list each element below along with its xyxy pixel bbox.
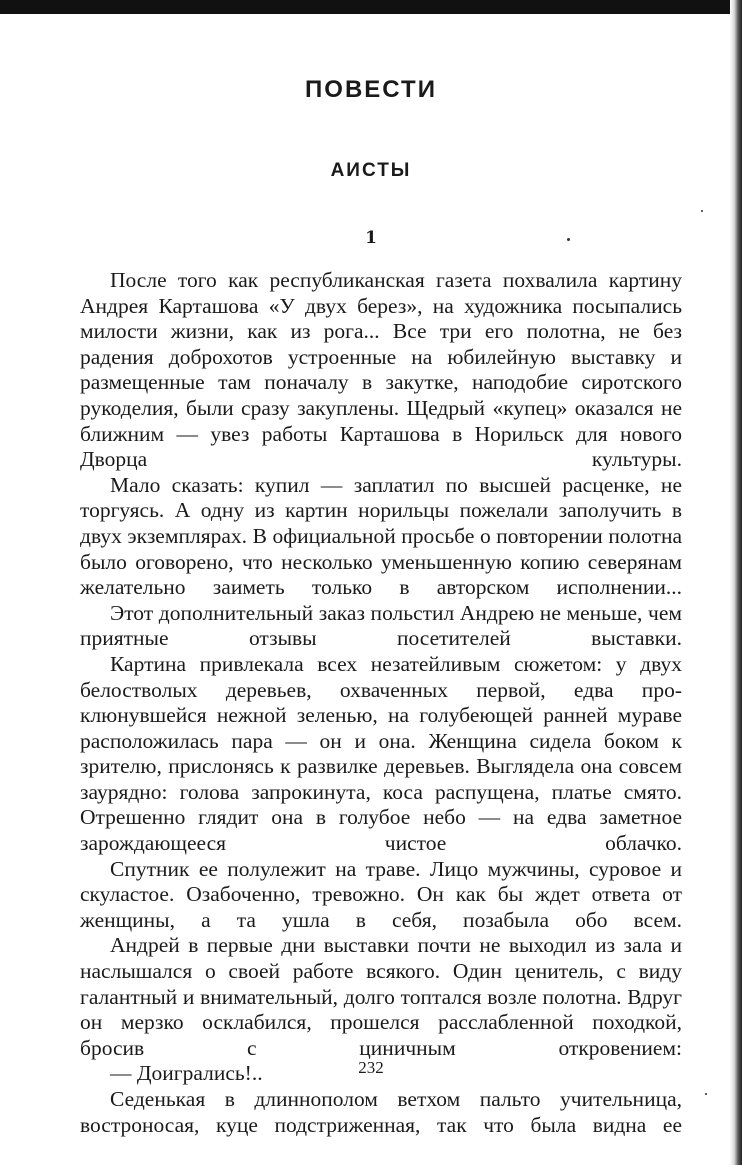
body-text — [80, 268, 682, 1138]
paragraph: Спутник ее полулежит на траве. Лицо мужчины, суровое и скуластое. Озабоченно, тревожно. Он как бы ждет ответа от женщины, а та ушла в себя, позабыла обо всем. — [80, 856, 682, 932]
scan-speck — [701, 210, 703, 212]
paragraph: Картина привлекала всех незатейливым сюжетом: у двух белостволых деревьев, охваченных первой, едва проклюнувшейся нежной зеленью, на голубеющей ранней мураве расположилась пара — он и она. Женщина сидела боком к зрителю, прислонясь к развилке деревьев. Выглядела она совсем заурядно: голова запрокинута, коса распущена, платье смято. Отрешенно глядит она в голубое небо — на едва заметное зарождающееся чистое облачко. — [80, 651, 682, 856]
paragraph: Седенькая в длиннополом ветхом пальто учительница, востроносая, куце подстриженная, так что была видна ее — [80, 1087, 682, 1137]
chapter-number: 1 — [365, 228, 377, 248]
scan-speck — [705, 1093, 707, 1095]
scan-speck — [567, 238, 570, 241]
page-number: 232 — [358, 1058, 384, 1077]
paragraph: Мало сказать: купил — заплатил по высшей расценке, не торгуясь. А одну из картин норильцы пожелали заполучить в двух экземплярах. В официальной просьбе о повторении полотна было оговорено, что несколько уменьшенную копию северянам желательно заиметь только в авторском исполнении... — [80, 472, 682, 600]
paragraph: — Доигрались!.. — [110, 1061, 263, 1086]
paragraph: После того как республиканская газета похвалила картину Андрея Карташова «У двух берез», на художника посыпались милости жизни, как из рога... Все три его полотна, не без радения доброхотов устроенные на юбилейную выставку и размещенные там поначалу в закутке, наподобие сиротского рукоделия, были сразу закуплены. Щедрый «купец» оказался не ближним — увез работы Карташова в Норильск для нового Дворца культуры. — [80, 268, 682, 472]
paragraph: Андрей в первые дни выставки почти не выходил из зала и наслышался о своей работе всякого. Один ценитель, с виду галантный и внимательный, долго топтался возле полотна. Вдруг он мерзко осклабился, прошелся расслабленной походкой, бросив с циничным откровением: — [80, 933, 682, 1060]
paragraph: Этот дополнительный заказ польстил Андрею не меньше, чем приятные отзывы посетителей выставки. — [80, 600, 682, 651]
story-title: АИСТЫ — [330, 160, 412, 181]
section-title: ПОВЕСТИ — [305, 76, 437, 103]
